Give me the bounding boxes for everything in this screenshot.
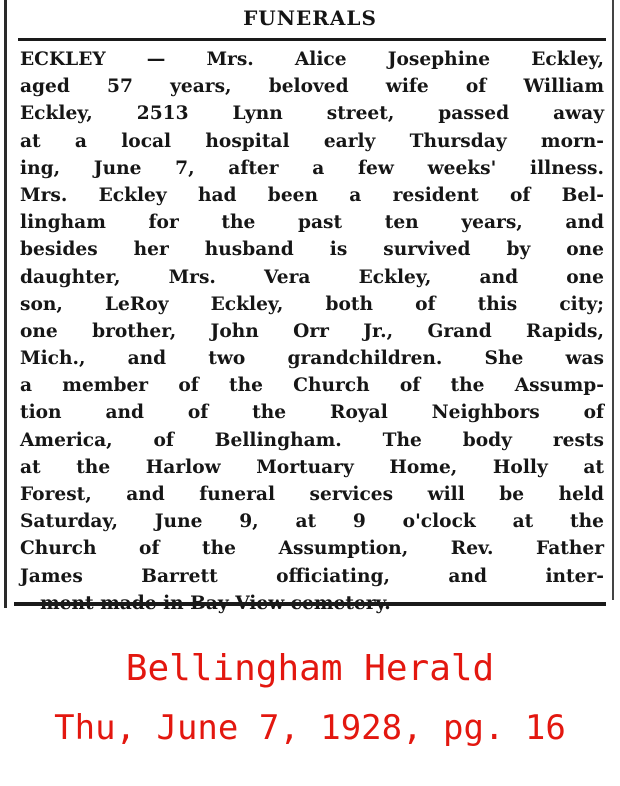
obituary-line: one brother, John Orr Jr., Grand Rapids, (20, 320, 604, 342)
obituary-line: America, of Bellingham. The body rests (20, 429, 604, 451)
obituary-line: a member of the Church of the Assump- (20, 375, 604, 397)
obituary-line: James Barrett officiating, and inter- (20, 565, 604, 587)
obituary-line: at the Harlow Mortuary Home, Holly at (20, 456, 604, 478)
bottom-rule (14, 602, 606, 606)
obituary-line: at a local hospital early Thursday morn- (20, 130, 604, 152)
obituary-line: aged 57 years, beloved wife of William (20, 76, 604, 98)
obituary-line: Saturday, June 9, at 9 o'clock at the (20, 511, 604, 533)
clipping-heading: FUNERALS (243, 6, 377, 30)
obituary-line: Mrs. Eckley had been a resident of Bel- (20, 184, 604, 206)
obituary-text (20, 46, 604, 617)
obituary-line: Mich., and two grandchildren. She was (20, 348, 604, 370)
obituary-line: son, LeRoy Eckley, both of this city; (20, 293, 604, 315)
clipping-left-border (4, 0, 7, 608)
obituary-line: Church of the Assumption, Rev. Father (20, 538, 604, 560)
obituary-line: Eckley, 2513 Lynn street, passed away (20, 103, 604, 125)
source-caption: Bellingham Herald (125, 648, 495, 689)
clipping-right-border (612, 0, 614, 600)
heading-rule (18, 38, 606, 41)
obituary-line: besides her husband is survived by one (20, 239, 604, 261)
date-caption: Thu, June 7, 1928, pg. 16 (54, 708, 566, 748)
obituary-line: ing, June 7, after a few weeks' illness. (20, 157, 604, 179)
obituary-line: ECKLEY — Mrs. Alice Josephine Eckley, (20, 49, 604, 70)
obituary-line: lingham for the past ten years, and (20, 212, 604, 234)
obituary-line: Forest, and funeral services will be held (20, 484, 604, 505)
obituary-line: daughter, Mrs. Vera Eckley, and one (20, 266, 604, 288)
obituary-line: tion and of the Royal Neighbors of (20, 402, 604, 424)
